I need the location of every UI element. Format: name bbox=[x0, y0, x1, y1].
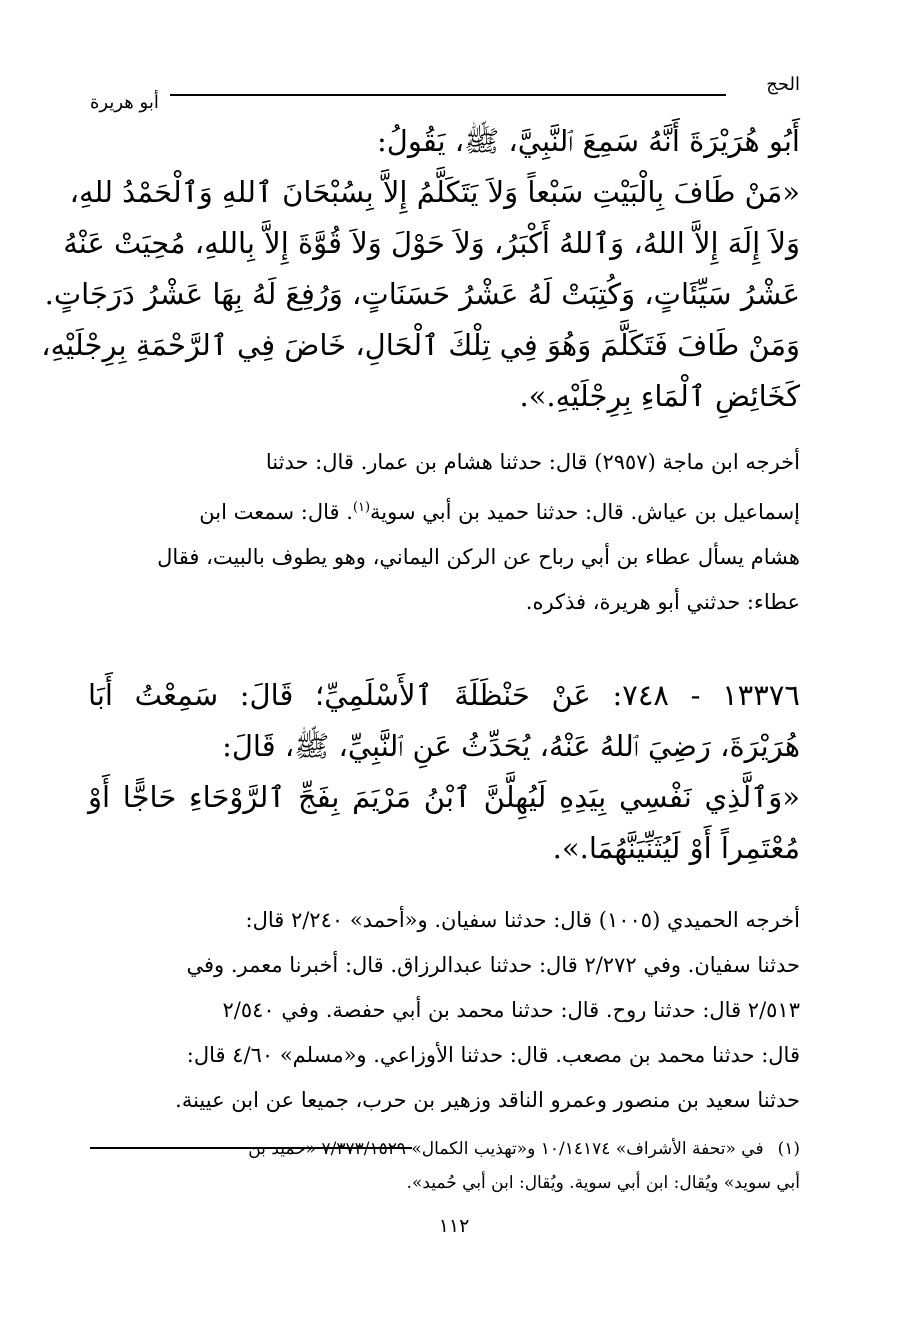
note-line: حدثنا سفيان. وفي ٢/٢٧٢ قال: حدثنا عبدالرزاق. قال: أخبرنا معمر. وفي bbox=[186, 953, 800, 977]
hadith-line: ١٣٣٧٦ - ٧٤٨: عَنْ حَنْظَلَةَ ٱلأَسْلَمِيِّ؛ قَالَ: سَمِعْتُ أَبَا bbox=[88, 678, 800, 712]
note-line: حدثنا سعيد بن منصور وعمرو الناقد وزهير بن حرب، جميعا عن ابن عيينة. bbox=[175, 1088, 800, 1112]
note-line: ٢/٥١٣ قال: حدثنا روح. قال: حدثنا محمد بن أبي حفصة. وفي ٢/٥٤٠ bbox=[222, 998, 800, 1022]
note-line: أخرجه الحميدي (١٠٠٥) قال: حدثنا سفيان. و«أحمد» ٢/٢٤٠ قال: bbox=[245, 908, 800, 932]
hadith-line: مُعْتَمِراً أَوْ لَيُثَنِّيَنَّهُمَا.». bbox=[552, 831, 800, 865]
footnote-marker[interactable]: (١) bbox=[352, 500, 371, 515]
note-line bbox=[92, 485, 800, 535]
footnote bbox=[92, 1132, 800, 1200]
hadith-line: وَمَنْ طَافَ فَتَكَلَّمَ وَهُوَ فِي تِلْكَ ٱلْحَالِ، خَاضَ فِي ٱلرَّحْمَةِ بِرِجْلَيْهِ، bbox=[41, 328, 800, 362]
note-text: إسماعيل بن عياش. قال: حدثنا حميد بن أبي سوية bbox=[370, 500, 800, 524]
takhrij-note-1 bbox=[92, 440, 800, 625]
footnote-number: (١) bbox=[777, 1139, 800, 1159]
hadith-line: هُرَيْرَةَ، رَضِيَ ٱللهُ عَنْهُ، يُحَدِّثُ عَنِ ٱلنَّبِيِّ، ﷺ، قَالَ: bbox=[222, 729, 800, 763]
hadith-line: كَخَائِضِ ٱلْمَاءِ بِرِجْلَيْهِ.». bbox=[519, 379, 800, 413]
header-rule bbox=[170, 94, 726, 96]
hadith-line: عَشْرُ سَيِّئَاتٍ، وَكُتِبَتْ لَهُ عَشْرُ حَسَنَاتٍ، وَرُفِعَ لَهُ بِهَا عَشْرُ دَرَجَاتٍ. bbox=[44, 277, 800, 311]
running-header bbox=[90, 70, 800, 113]
note-line: هشام يسأل عطاء بن أبي رباح عن الركن اليماني، وهو يطوف بالبيت، فقال bbox=[157, 545, 800, 569]
header-narrator: أبو هريرة bbox=[90, 92, 159, 113]
hadith-line: «مَنْ طَافَ بِالْبَيْتِ سَبْعاً وَلاَ يَتَكَلَّمُ إِلاَّ بِسُبْحَانَ ٱللهِ وَٱلْحَمْدُ للهِ، bbox=[69, 175, 800, 209]
header-chapter: الحج bbox=[766, 74, 800, 95]
hadith-text-1 bbox=[41, 116, 800, 422]
note-line: قال: حدثنا محمد بن مصعب. قال: حدثنا الأوزاعي. و«مسلم» ٤/٦٠ قال: bbox=[186, 1043, 800, 1067]
note-line: أخرجه ابن ماجة (٢٩٥٧) قال: حدثنا هشام بن عمار. قال: حدثنا bbox=[265, 450, 800, 474]
hadith-line: وَلاَ إِلَهَ إِلاَّ اللهُ، وَٱللهُ أَكْبَرُ، وَلاَ حَوْلَ وَلاَ قُوَّةَ إِلاَّ بِاللهِ، مُحِيَتْ عَنْهُ bbox=[63, 226, 800, 260]
footnote-text: في «تحفة الأشراف» ١٠/١٤١٧٤ و«تهذيب الكمال» ٧/٣٧٣/١٥٢٩ «حميد بن bbox=[248, 1139, 764, 1159]
takhrij-note-2 bbox=[92, 898, 800, 1123]
hadith-line: أَبُو هُرَيْرَةَ أَنَّهُ سَمِعَ ٱلنَّبِيَّ، ﷺ، يَقُولُ: bbox=[377, 124, 800, 158]
hadith-text-2 bbox=[88, 670, 800, 874]
footnote-line bbox=[92, 1132, 800, 1166]
hadith-line: «وَٱلَّذِي نَفْسِي بِيَدِهِ لَيُهِلَّنَّ ٱبْنُ مَرْيَمَ بِفَجِّ ٱلرَّوْحَاءِ حَاجًّا أَوْ bbox=[88, 780, 800, 814]
footnote-line: أبي سويد» ويُقال: ابن أبي سوية. ويُقال: ابن أبي حُميد». bbox=[406, 1173, 800, 1193]
page-number: ١١٢ bbox=[438, 1215, 470, 1237]
note-text: . قال: سمعت ابن bbox=[199, 500, 353, 524]
note-line: عطاء: حدثني أبو هريرة، فذكره. bbox=[525, 590, 800, 614]
